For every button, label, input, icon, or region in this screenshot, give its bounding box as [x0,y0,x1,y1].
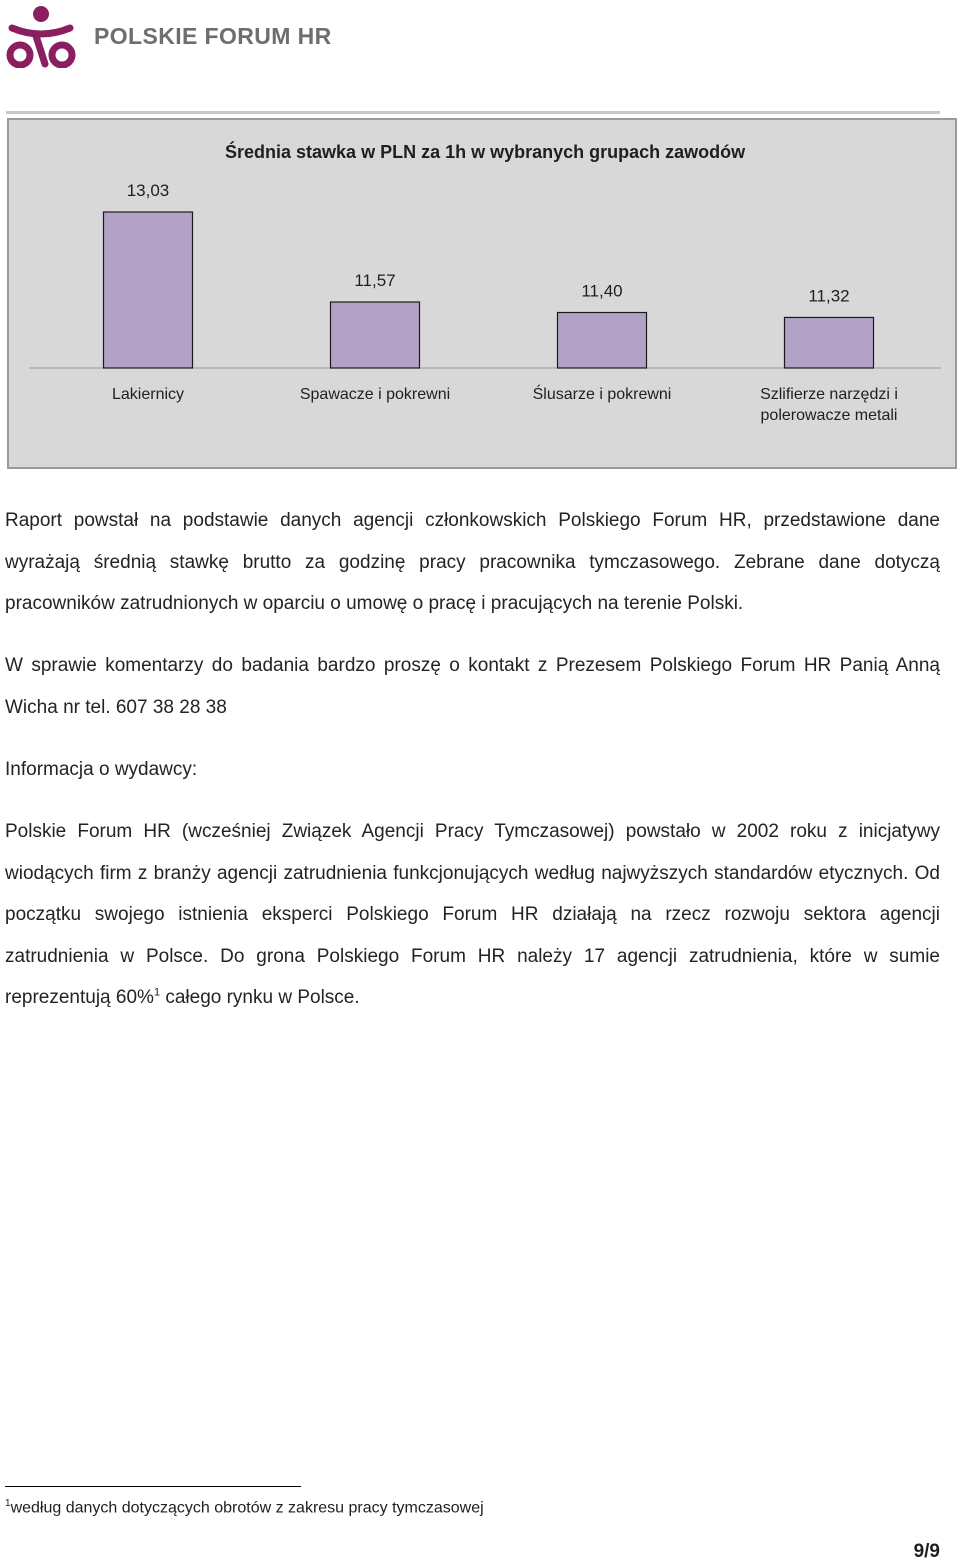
publisher-info-text: Polskie Forum HR (wcześniej Związek Agencji Pracy Tymczasowej) powstało w 2002 roku z inicjatywy wiodących firm z branży agencji zatrudnienia funkcjonujących według najwyższych standardów etycznych. Od początku swojego istnienia eksperci Polskiego Forum HR działają na rzecz rozwoju sektora agencji zatrudnienia w Polsce. Do grona Polskiego Forum HR należy 17 agencji zatrudnienia, które w sumie reprezentują 60% [5,821,940,1008]
report-description: Raport powstał na podstawie danych agencji członkowskich Polskiego Forum HR, przedstawione dane wyrażają średnią stawkę brutto za godzinę pracy pracownika tymczasowego. Zebrane dane dotyczą pracowników zatrudnionych w oparciu o umowę o pracę i pracujących na terenie Polski. [5,510,940,614]
data-label: 11,57 [354,271,396,291]
bar [785,317,874,368]
publisher-info [5,811,940,1019]
bar [331,302,420,368]
data-label: 13,03 [126,181,170,200]
publisher-info-end: całego rynku w Polsce. [160,987,360,1008]
bar [104,212,193,368]
footnote-text: według danych dotyczących obrotów z zakresu pracy tymczasowej [10,1499,484,1517]
bar [558,313,647,368]
data-label: 11,40 [581,281,623,301]
publisher-heading: Informacja o wydawcy: [5,759,198,780]
footnote-mark: 1 [5,1498,11,1509]
category-label: Ślusarze i pokrewni [532,386,672,403]
chart-title: Średnia stawka w PLN za 1h w wybranych grupach zawodów [225,142,746,162]
contact-paragraph: W sprawie komentarzy do badania bardzo proszę o kontakt z Prezesem Polskiego Forum HR Panią Anną Wicha nr tel. 607 38 28 38 [5,655,940,718]
category-label: Spawacze i pokrewni [299,386,451,403]
footnote-reference[interactable]: 1 [153,986,161,999]
brand-name: POLSKIE FORUM HR [94,22,332,49]
category-label: Szlifierze narzędzi i polerowacze metali [760,386,898,424]
logo [6,4,332,68]
polskie-forum-hr-logo-icon [6,4,76,68]
footnote-divider [5,1486,301,1487]
bar-chart [9,120,955,467]
footnote [5,1498,484,1517]
header-divider [6,111,940,114]
category-label: Lakiernicy [111,386,185,403]
data-label: 11,32 [808,286,850,306]
chart-frame [7,118,957,469]
page-number: 9/9 [913,1541,940,1562]
